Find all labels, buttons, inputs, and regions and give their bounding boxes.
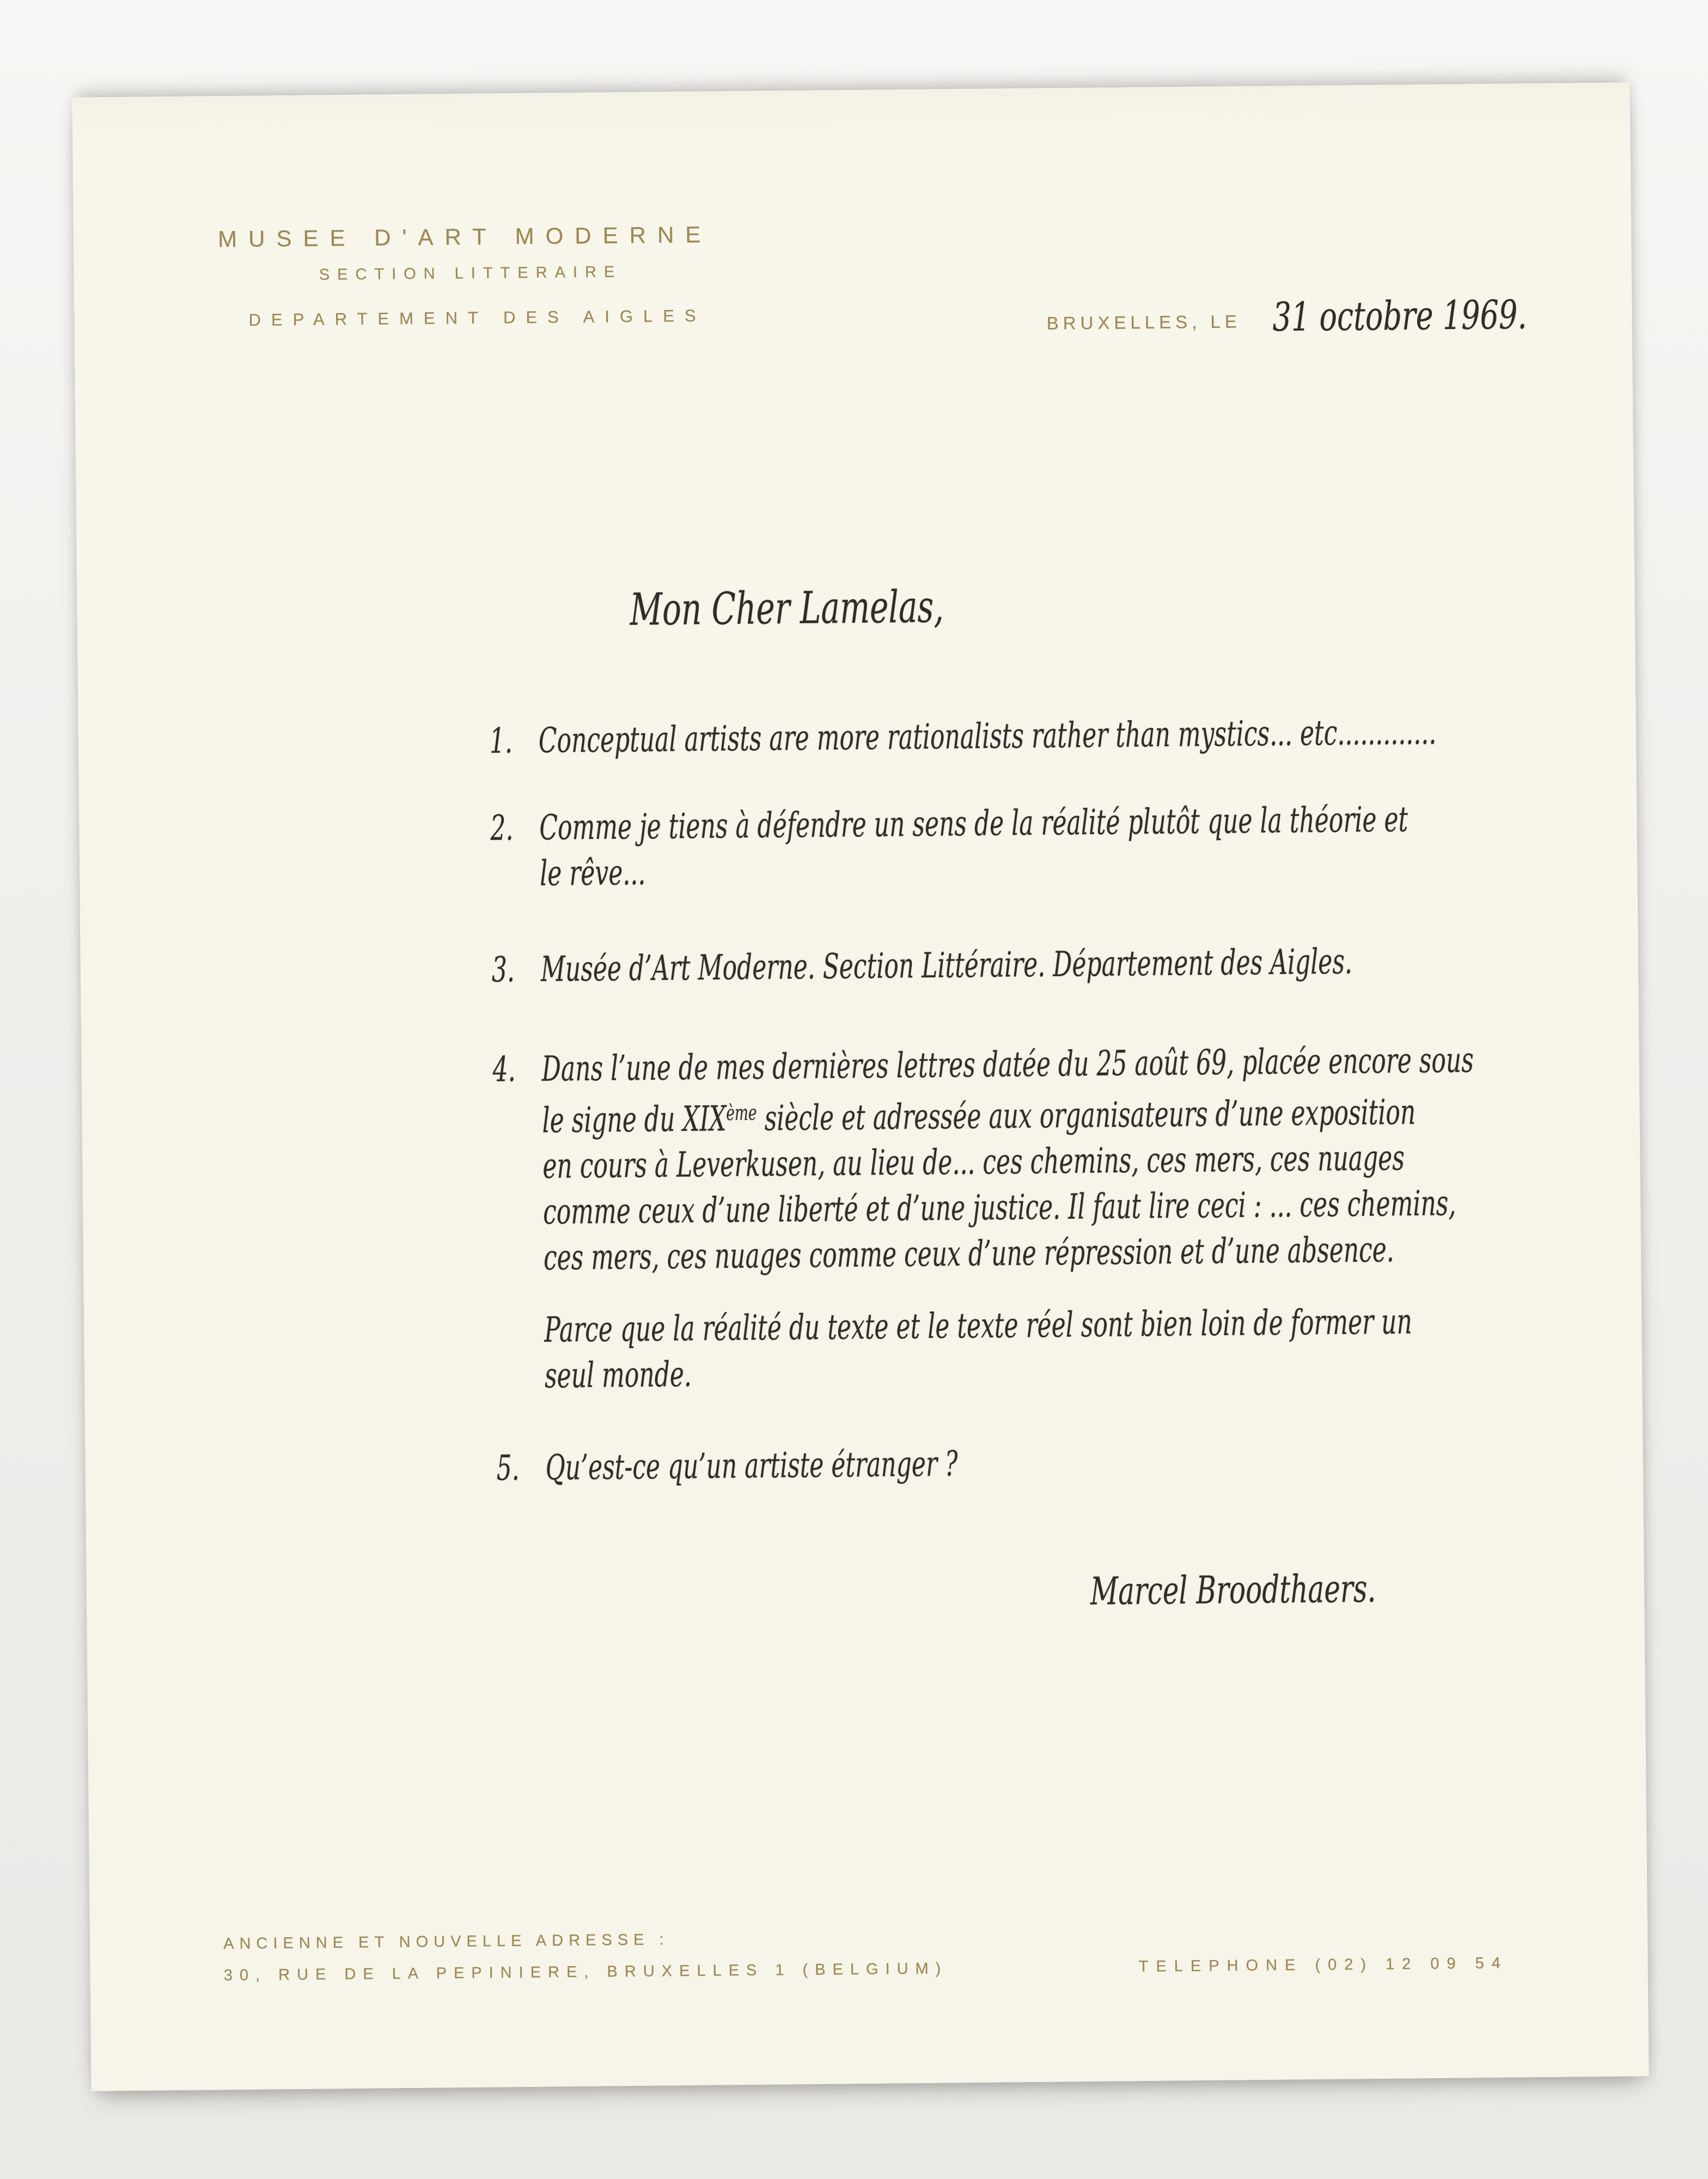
list-item-4 [492,1038,1475,1282]
salutation: Mon Cher Lamelas, [630,580,944,636]
letter-paper [72,82,1649,2091]
list-item-5 [496,1441,958,1492]
item-number: 5. [496,1448,520,1489]
item-number: 3. [491,949,515,990]
footer-telephone: TELEPHONE (02) 12 09 54 [1138,1954,1508,1976]
list-item-2 [490,797,1408,897]
item-number: 4. [492,1049,516,1090]
dateline-date: 31 octobre 1969. [1272,291,1527,340]
line-pre: le signe du XIX [542,1099,727,1141]
closing-paragraph [544,1299,1413,1399]
item-line: Musée d’Art Moderne. Section Littéraire. Département des Aigles. [540,941,1353,990]
paragraph-line: Parce que la réalité du texte et le texte réel sont bien loin de former un [544,1301,1413,1350]
letterhead-museum-name: MUSEE D'ART MODERNE [217,221,712,252]
item-line: Conceptual artists are more rationalists rather than mystics... etc............. [538,712,1437,761]
item-line: en cours à Leverkusen, au lieu de... ces chemins, ces mers, ces nuages [542,1138,1405,1187]
item-number: 1. [489,721,513,762]
list-item-1 [489,710,1436,765]
item-line: Dans l’une de mes dernières lettres datée du 25 août 69, placée encore sous [541,1040,1474,1090]
list-item-3 [492,939,1353,993]
letterhead-departement: DEPARTEMENT DES AIGLES [248,306,706,330]
signature: Marcel Broodthaers. [1090,1566,1376,1614]
line-post: siècle et adressée aux organisateurs d’une exposition [757,1092,1416,1139]
footer-address: 30, RUE DE LA PEPINIERE, BRUXELLES 1 (BELGIUM) [223,1959,948,1985]
item-line: Comme je tiens à défendre un sens de la réalité plutôt que la théorie et [539,799,1408,848]
item-line: le rêve... [539,853,646,894]
item-line: ces mers, ces nuages comme ceux d’une répression et d’une absence. [543,1230,1395,1279]
item-line: comme ceux d’une liberté et d’une justice. Il faut lire ceci : ... ces chemins, [542,1183,1456,1233]
letterhead-section: SECTION LITTERAIRE [319,263,623,284]
item-number: 2. [490,808,514,849]
paragraph-line: seul monde. [544,1354,692,1396]
item-line: Qu’est-ce qu’un artiste étranger ? [545,1444,958,1488]
superscript-eme: ème [726,1100,757,1126]
item-line-with-superscript [542,1084,1474,1144]
dateline-place-label: BRUXELLES, LE [1046,311,1241,333]
footer-address-label: ANCIENNE ET NOUVELLE ADRESSE : [223,1931,669,1953]
